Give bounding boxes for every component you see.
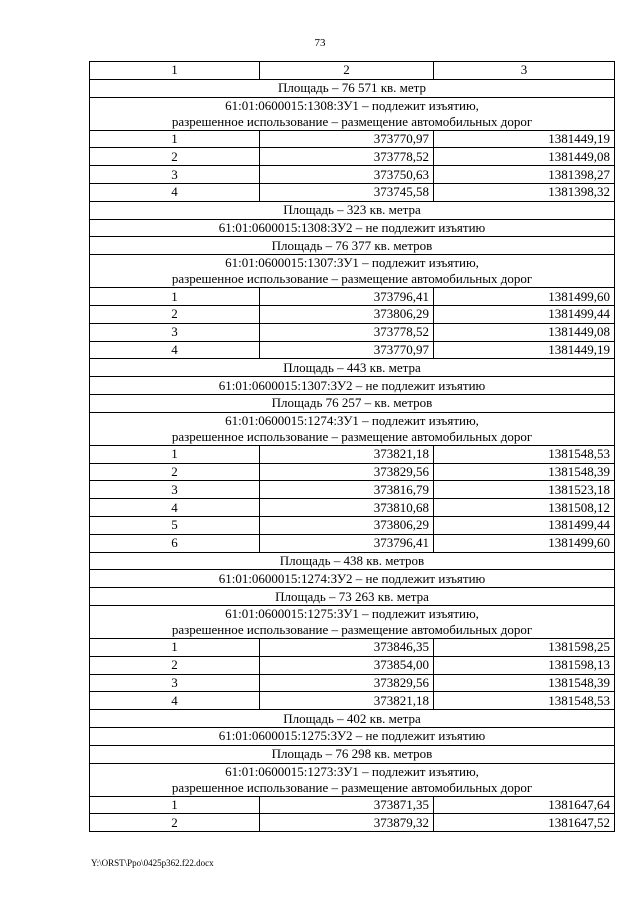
point-number-cell: 2 [90, 463, 260, 481]
x-coordinate-cell: 373778,52 [260, 323, 434, 341]
section-label-cell: 61:01:0600015:1308:ЗУ2 – не подлежит изъятию [90, 219, 615, 237]
section-label-cell: Площадь – 76 571 кв. метр [90, 79, 615, 97]
point-number-cell: 4 [90, 341, 260, 359]
section-label-cell: 61:01:0600015:1275:ЗУ2 – не подлежит изъятию [90, 727, 615, 745]
point-number-cell: 2 [90, 656, 260, 674]
coordinate-row [90, 183, 615, 201]
point-number-cell: 3 [90, 674, 260, 692]
column-header-2: 2 [260, 62, 434, 80]
y-coordinate-cell: 1381449,08 [434, 323, 615, 341]
parcel-description-cell [90, 605, 615, 638]
y-coordinate-cell: 1381398,27 [434, 166, 615, 184]
point-number-cell: 4 [90, 183, 260, 201]
x-coordinate-cell: 373796,41 [260, 534, 434, 552]
x-coordinate-cell: 373879,32 [260, 814, 434, 832]
section-label-row [90, 201, 615, 219]
section-label-cell: Площадь – 402 кв. метра [90, 710, 615, 728]
permitted-use-line: разрешенное использование – размещение автомобильных дорог [171, 271, 533, 287]
section-label-cell: Площадь – 438 кв. метров [90, 552, 615, 570]
parcel-description-row [90, 412, 615, 445]
section-label-row [90, 359, 615, 377]
coordinate-row [90, 148, 615, 166]
parcel-description-cell [90, 255, 615, 288]
x-coordinate-cell: 373829,56 [260, 463, 434, 481]
y-coordinate-cell: 1381449,19 [434, 130, 615, 148]
coordinates-table [89, 61, 615, 832]
point-number-cell: 4 [90, 692, 260, 710]
point-number-cell: 2 [90, 814, 260, 832]
y-coordinate-cell: 1381499,60 [434, 288, 615, 306]
x-coordinate-cell: 373854,00 [260, 656, 434, 674]
x-coordinate-cell: 373810,68 [260, 499, 434, 517]
section-label-cell: Площадь – 323 кв. метра [90, 201, 615, 219]
permitted-use-line: разрешенное использование – размещение автомобильных дорог [171, 113, 533, 129]
y-coordinate-cell: 1381647,52 [434, 814, 615, 832]
coordinate-row [90, 692, 615, 710]
section-label-cell: 61:01:0600015:1307:ЗУ2 – не подлежит изъятию [90, 377, 615, 395]
coordinate-row [90, 305, 615, 323]
point-number-cell: 3 [90, 323, 260, 341]
x-coordinate-cell: 373745,58 [260, 183, 434, 201]
parcel-description-row [90, 605, 615, 638]
column-header-3: 3 [434, 62, 615, 80]
point-number-cell: 1 [90, 638, 260, 656]
y-coordinate-cell: 1381548,39 [434, 463, 615, 481]
y-coordinate-cell: 1381548,39 [434, 674, 615, 692]
table-body [90, 62, 615, 832]
section-label-cell: Площадь – 76 298 кв. метров [90, 745, 615, 763]
y-coordinate-cell: 1381548,53 [434, 692, 615, 710]
section-label-row [90, 79, 615, 97]
parcel-id-line: 61:01:0600015:1275:ЗУ1 – подлежит изъятию, [225, 605, 479, 621]
coordinate-row [90, 288, 615, 306]
x-coordinate-cell: 373770,97 [260, 130, 434, 148]
coordinate-row [90, 481, 615, 499]
x-coordinate-cell: 373778,52 [260, 148, 434, 166]
section-label-row [90, 394, 615, 412]
x-coordinate-cell: 373816,79 [260, 481, 434, 499]
coordinate-row [90, 323, 615, 341]
parcel-description-cell [90, 763, 615, 796]
y-coordinate-cell: 1381508,12 [434, 499, 615, 517]
x-coordinate-cell: 373846,35 [260, 638, 434, 656]
point-number-cell: 1 [90, 130, 260, 148]
x-coordinate-cell: 373806,29 [260, 305, 434, 323]
parcel-description-cell [90, 412, 615, 445]
coordinate-row [90, 534, 615, 552]
parcel-id-line: 61:01:0600015:1274:ЗУ1 – подлежит изъятию, [225, 412, 479, 428]
section-label-cell: 61:01:0600015:1274:ЗУ2 – не подлежит изъятию [90, 570, 615, 588]
y-coordinate-cell: 1381598,25 [434, 638, 615, 656]
x-coordinate-cell: 373796,41 [260, 288, 434, 306]
y-coordinate-cell: 1381598,13 [434, 656, 615, 674]
point-number-cell: 2 [90, 148, 260, 166]
x-coordinate-cell: 373770,97 [260, 341, 434, 359]
section-label-cell: Площадь 76 257 – кв. метров [90, 394, 615, 412]
x-coordinate-cell: 373829,56 [260, 674, 434, 692]
coordinate-row [90, 638, 615, 656]
point-number-cell: 3 [90, 166, 260, 184]
y-coordinate-cell: 1381449,08 [434, 148, 615, 166]
parcel-description-row [90, 97, 615, 130]
coordinate-row [90, 445, 615, 463]
x-coordinate-cell: 373806,29 [260, 516, 434, 534]
file-path-footer: Y:\ORST\Ppo\0425p362.f22.docx [91, 858, 214, 868]
y-coordinate-cell: 1381647,64 [434, 796, 615, 814]
section-label-row [90, 727, 615, 745]
section-label-row [90, 237, 615, 255]
section-label-row [90, 710, 615, 728]
permitted-use-line: разрешенное использование – размещение автомобильных дорог [171, 779, 533, 795]
table-header-row [90, 62, 615, 80]
y-coordinate-cell: 1381523,18 [434, 481, 615, 499]
point-number-cell: 3 [90, 481, 260, 499]
y-coordinate-cell: 1381499,44 [434, 305, 615, 323]
section-label-cell: Площадь – 73 263 кв. метра [90, 588, 615, 606]
coordinate-row [90, 516, 615, 534]
section-label-row [90, 570, 615, 588]
section-label-row [90, 552, 615, 570]
point-number-cell: 1 [90, 288, 260, 306]
column-header-1: 1 [90, 62, 260, 80]
x-coordinate-cell: 373750,63 [260, 166, 434, 184]
permitted-use-line: разрешенное использование – размещение автомобильных дорог [171, 428, 533, 444]
permitted-use-line: разрешенное использование – размещение автомобильных дорог [171, 621, 533, 637]
point-number-cell: 1 [90, 796, 260, 814]
x-coordinate-cell: 373821,18 [260, 445, 434, 463]
coordinate-row [90, 341, 615, 359]
section-label-row [90, 745, 615, 763]
point-number-cell: 5 [90, 516, 260, 534]
y-coordinate-cell: 1381499,60 [434, 534, 615, 552]
y-coordinate-cell: 1381499,44 [434, 516, 615, 534]
coordinate-row [90, 814, 615, 832]
coordinate-row [90, 463, 615, 481]
section-label-cell: Площадь – 76 377 кв. метров [90, 237, 615, 255]
section-label-cell: Площадь – 443 кв. метра [90, 359, 615, 377]
parcel-description-cell [90, 97, 615, 130]
y-coordinate-cell: 1381398,32 [434, 183, 615, 201]
y-coordinate-cell: 1381548,53 [434, 445, 615, 463]
parcel-id-line: 61:01:0600015:1307:ЗУ1 – подлежит изъятию, [225, 255, 479, 271]
section-label-row [90, 588, 615, 606]
section-label-row [90, 219, 615, 237]
point-number-cell: 2 [90, 305, 260, 323]
coordinate-row [90, 130, 615, 148]
coordinate-row [90, 166, 615, 184]
coordinate-row [90, 674, 615, 692]
parcel-id-line: 61:01:0600015:1273:ЗУ1 – подлежит изъятию, [225, 763, 479, 779]
coordinate-row [90, 656, 615, 674]
parcel-description-row [90, 255, 615, 288]
x-coordinate-cell: 373871,35 [260, 796, 434, 814]
point-number-cell: 6 [90, 534, 260, 552]
parcel-description-row [90, 763, 615, 796]
y-coordinate-cell: 1381449,19 [434, 341, 615, 359]
x-coordinate-cell: 373821,18 [260, 692, 434, 710]
page-number: 73 [314, 37, 326, 49]
coordinate-row [90, 796, 615, 814]
point-number-cell: 4 [90, 499, 260, 517]
point-number-cell: 1 [90, 445, 260, 463]
coordinate-row [90, 499, 615, 517]
parcel-id-line: 61:01:0600015:1308:ЗУ1 – подлежит изъятию, [225, 97, 479, 113]
section-label-row [90, 377, 615, 395]
